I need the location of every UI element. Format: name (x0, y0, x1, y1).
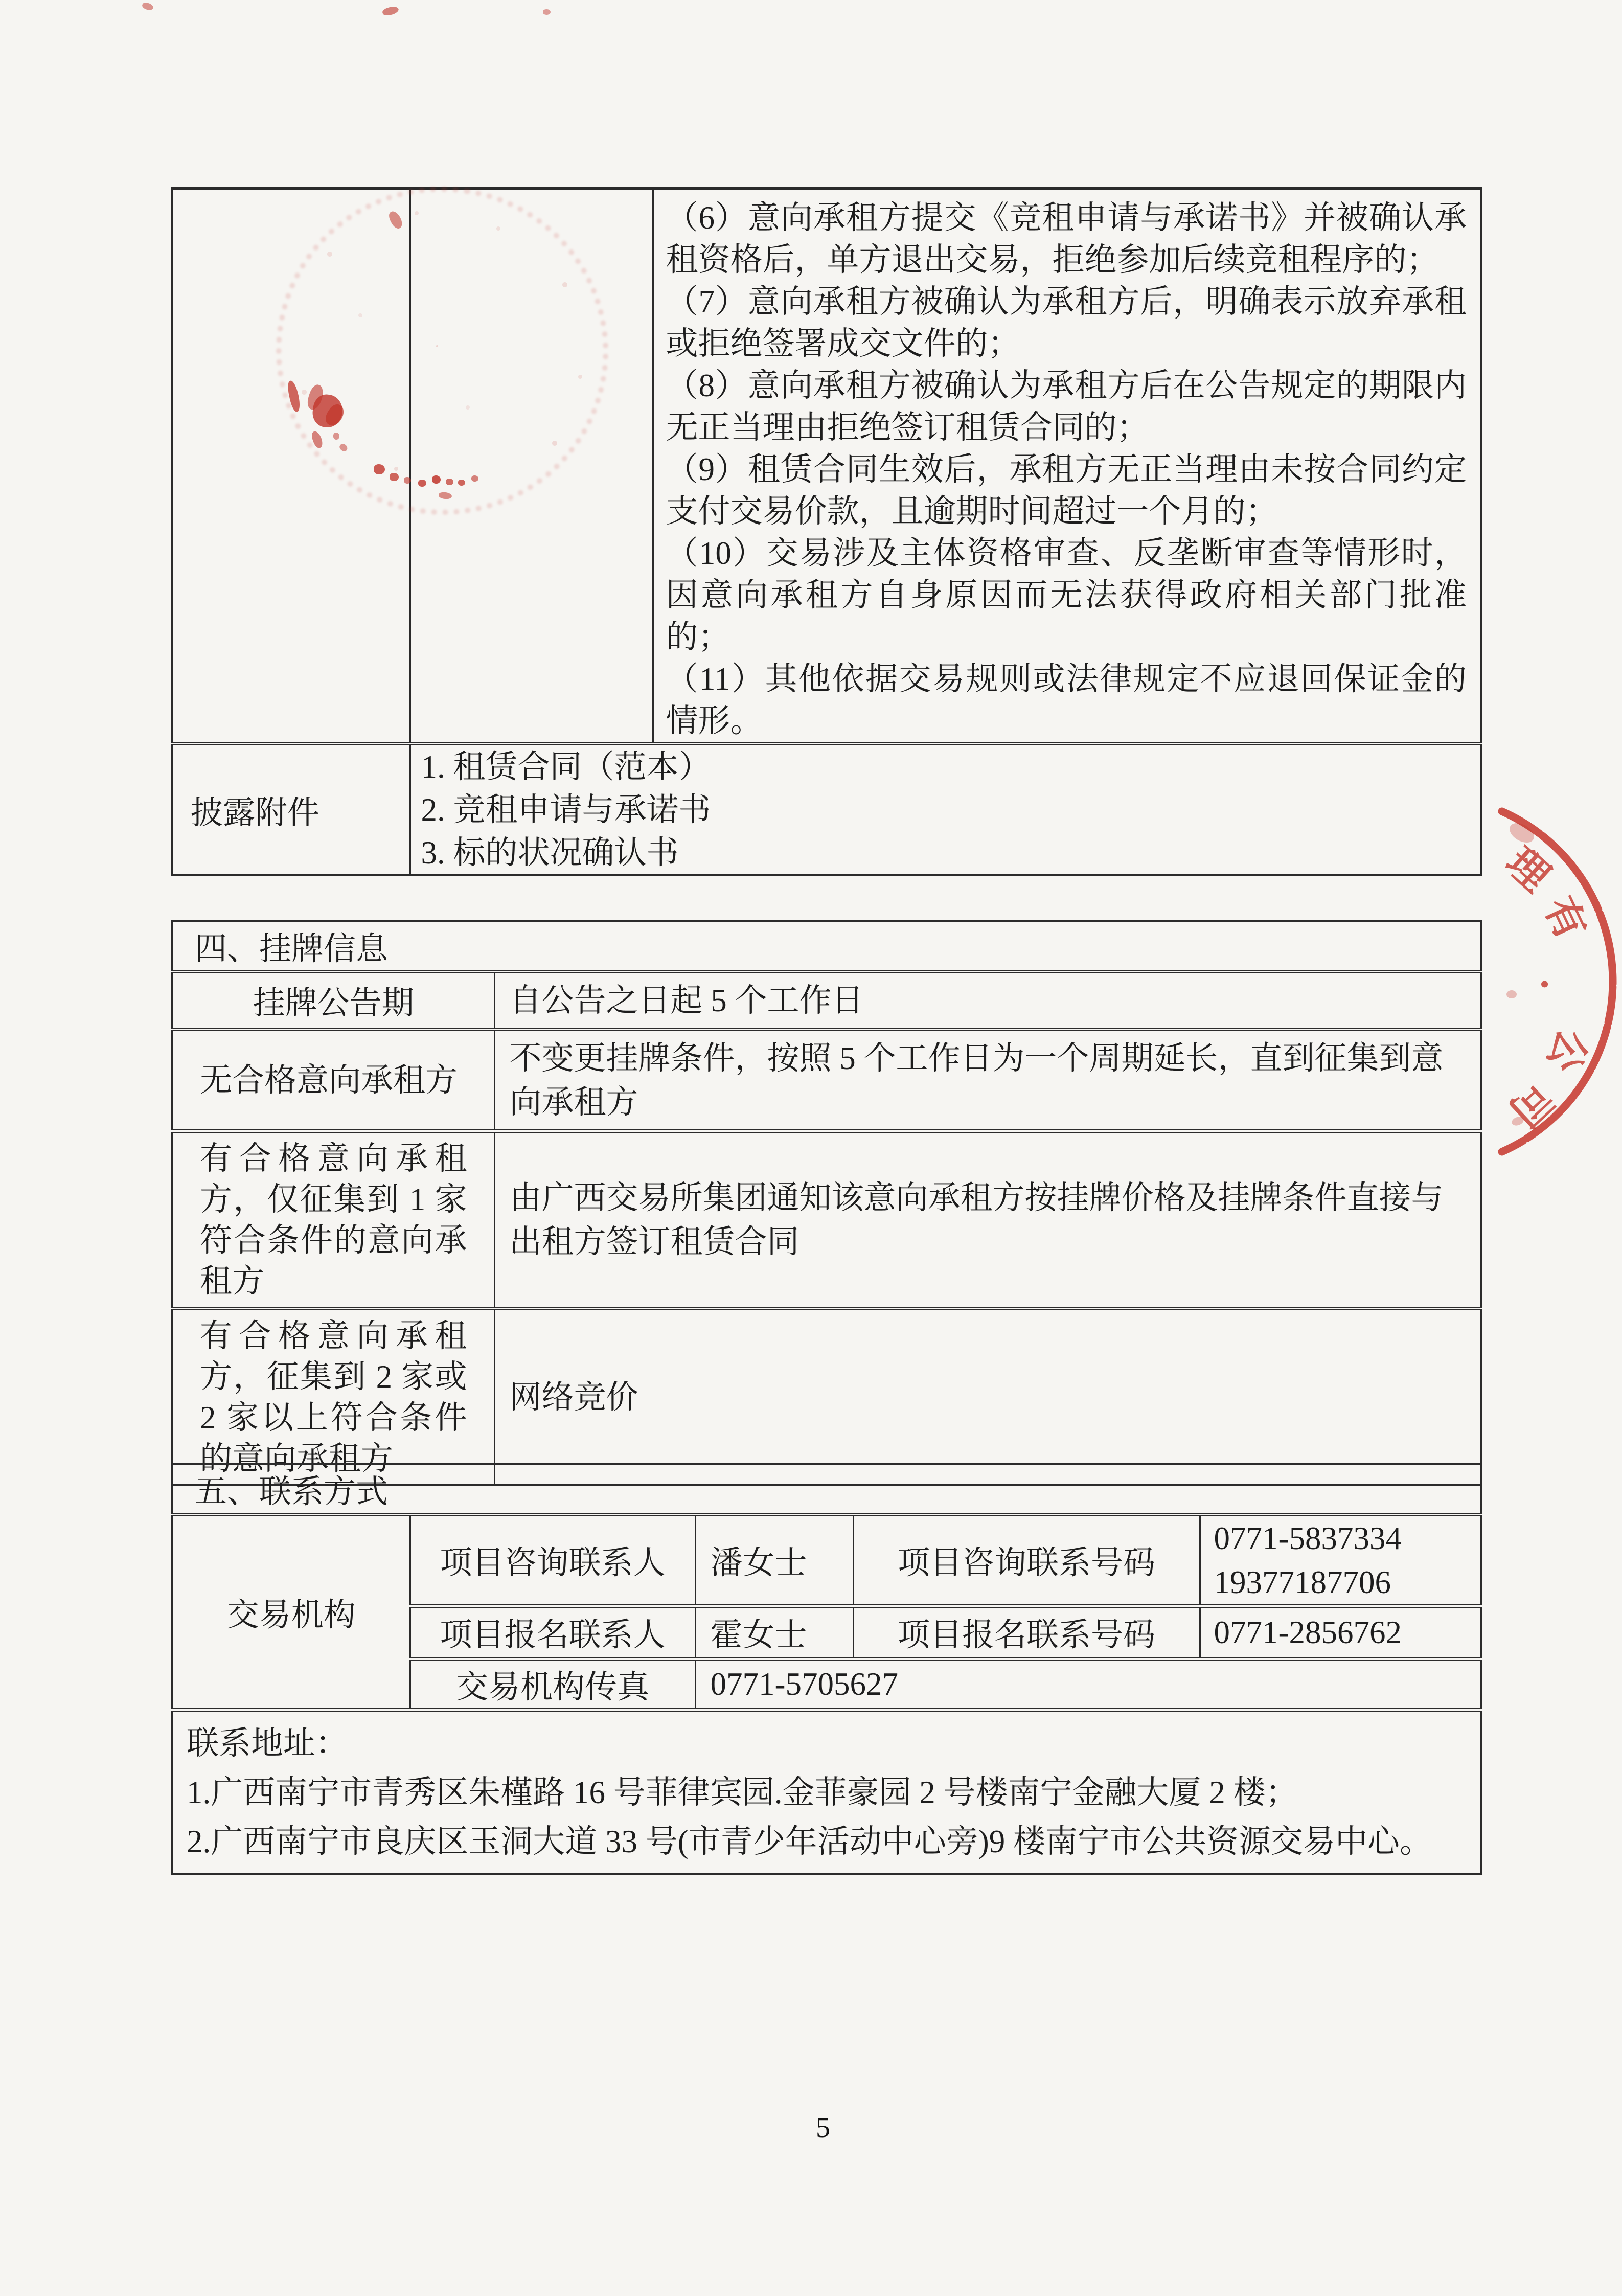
consult-contact-name: 潘女士 (695, 1514, 853, 1606)
org-label: 交易机构 (172, 1514, 410, 1710)
section-title-contact: 五、联系方式 (172, 1464, 1481, 1514)
rule-item-8: （8）意向承租方被确认为承租方后在公告规定的期限内无正当理由拒绝签订租赁合同的； (666, 368, 1467, 445)
signup-contact-name: 霍女士 (695, 1606, 853, 1658)
contact-address-block (172, 1710, 1481, 1874)
attachment-item: 1. 租赁合同（范本） (421, 749, 711, 785)
listing-row-label: 挂牌公告期 (172, 971, 494, 1029)
address-line: 2.广西南宁市良庆区玉洞大道 33 号(市青少年活动中心旁)9 楼南宁市公共资源交易中心。 (187, 1823, 1432, 1859)
consult-phone-label: 项目咨询联系号码 (853, 1514, 1200, 1606)
rule-item-9: （9）租赁合同生效后，承租方无正当理由未按合同约定支付交易价款，且逾期时间超过一个月的； (666, 451, 1467, 529)
edge-round-seal-icon (1469, 790, 1622, 1168)
consult-contact-label: 项目咨询联系人 (410, 1514, 695, 1606)
section-title-listing: 四、挂牌信息 (172, 921, 1481, 971)
deposit-rules-text (653, 188, 1481, 744)
attachment-item: 3. 标的状况确认书 (421, 835, 679, 871)
listing-info-table (171, 920, 1482, 1486)
listing-row-value: 网络竞价 (494, 1308, 1481, 1485)
deposit-rules-table (171, 187, 1482, 876)
phone-number: 0771-5837334 (1214, 1520, 1402, 1556)
listing-row-value: 由广西交易所集团通知该意向承租方按挂牌价格及挂牌条件直接与出租方签订租赁合同 (494, 1131, 1481, 1308)
contact-table (171, 1463, 1482, 1875)
signup-contact-label: 项目报名联系人 (410, 1606, 695, 1658)
signup-phone-number: 0771-2856762 (1200, 1606, 1481, 1658)
listing-row-value: 自公告之日起 5 个工作日 (494, 971, 1481, 1029)
rule-item-10: （10）交易涉及主体资格审查、反垄断审查等情形时，因意向承租方自身原因而无法获得政府相关部门批准的； (666, 535, 1467, 655)
page-number: 5 (816, 2112, 830, 2144)
fax-label: 交易机构传真 (410, 1658, 695, 1710)
listing-row-label: 有合格意向承租方，征集到 2 家或 2 家以上符合条件的意向承租方 (172, 1308, 494, 1485)
listing-row-label: 有合格意向承租方，仅征集到 1 家符合条件的意向承租方 (172, 1131, 494, 1308)
phone-number: 19377187706 (1214, 1564, 1391, 1600)
seal-char: · (1522, 977, 1567, 991)
seal-char: 公 (1538, 1023, 1595, 1078)
attachment-item: 2. 竞租申请与承诺书 (421, 792, 711, 828)
seal-char: 司 (1500, 1074, 1561, 1135)
consult-phone-numbers (1200, 1514, 1481, 1606)
fax-number: 0771-5705627 (695, 1658, 1481, 1710)
attachments-label: 披露附件 (172, 744, 410, 876)
attachments-list (410, 744, 1481, 876)
address-heading: 联系地址： (187, 1725, 348, 1761)
page-top-ink-specks (0, 0, 613, 31)
address-line: 1.广西南宁市青秀区朱槿路 16 号菲律宾园.金菲豪园 2 号楼南宁金融大厦 2 楼； (187, 1774, 1298, 1810)
listing-row-value: 不变更挂牌条件，按照 5 个工作日为一个周期延长，直到征集到意向承租方 (494, 1029, 1481, 1131)
seal-char: 有 (1535, 890, 1594, 946)
empty-cell-1 (172, 188, 410, 744)
empty-cell-2 (410, 188, 653, 744)
signup-phone-label: 项目报名联系号码 (853, 1606, 1200, 1658)
rule-item-6: （6）意向承租方提交《竞租申请与承诺书》并被确认承租资格后，单方退出交易，拒绝参加后续竞租程序的； (666, 200, 1467, 278)
listing-row-label: 无合格意向承租方 (172, 1029, 494, 1131)
seal-char: 理 (1497, 839, 1558, 901)
rule-item-7: （7）意向承租方被确认为承租方后，明确表示放弃承租或拒绝签署成交文件的； (666, 284, 1467, 361)
rule-item-11: （11）其他依据交易规则或法律规定不应退回保证金的情形。 (666, 661, 1467, 739)
